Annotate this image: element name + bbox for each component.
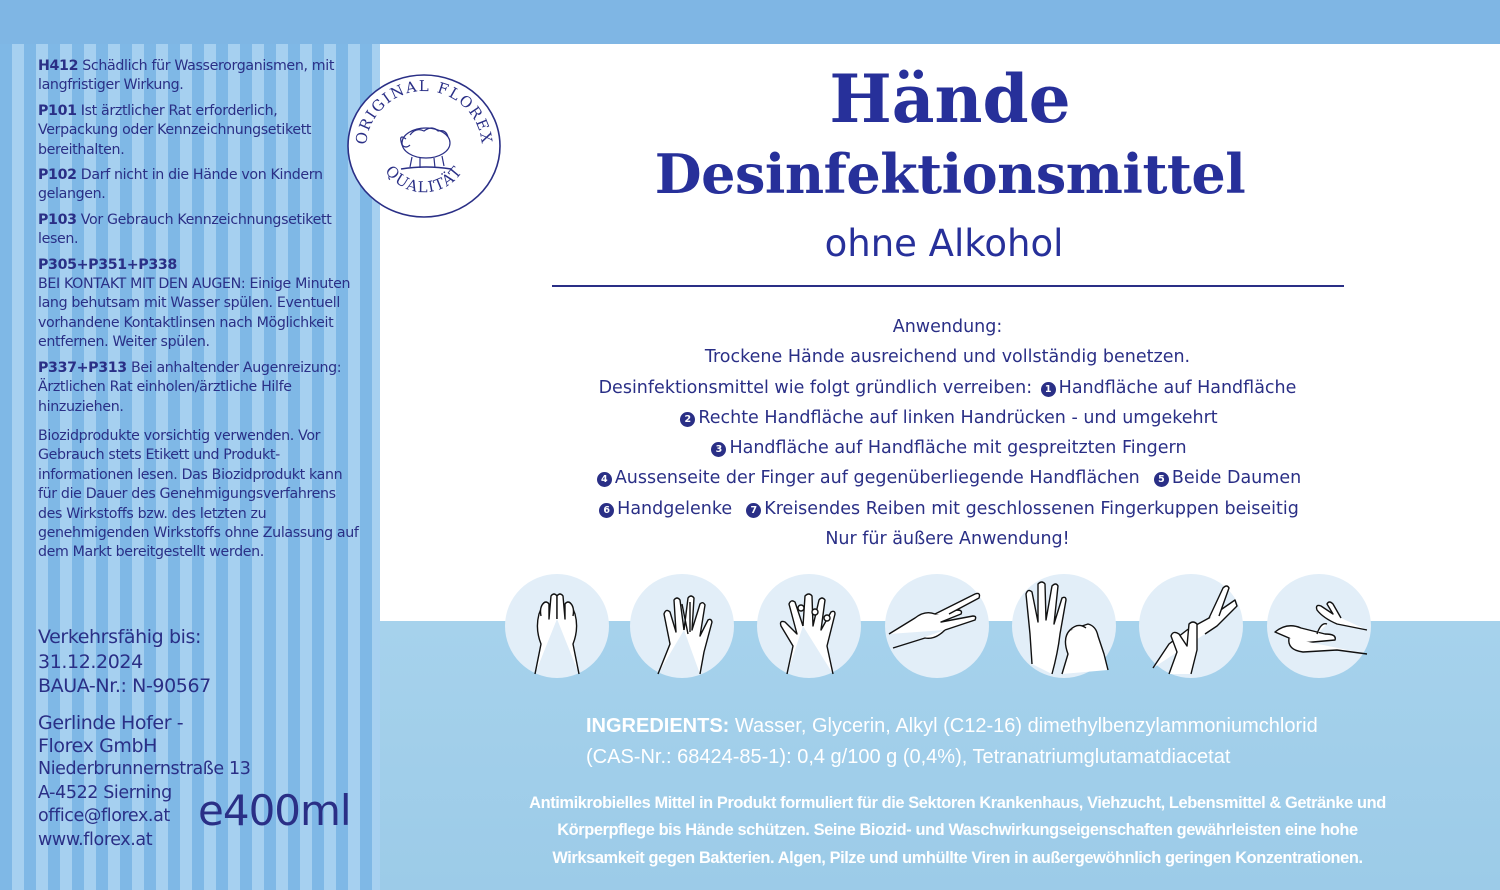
company-email: office@florex.at bbox=[38, 806, 170, 826]
validity-date: 31.12.2024 bbox=[38, 650, 143, 673]
palm-to-palm-icon bbox=[505, 574, 609, 678]
ingredients bbox=[586, 711, 1466, 773]
step-2-text: Rechte Handfläche auf linken Handrücken - und umgekehrt bbox=[698, 407, 1218, 428]
hazard-p337: P337+P313 Bei anhaltender Augenreizung: Ärztlichen Rat einholen/ärztliche Hilfe hinzuziehen. bbox=[38, 359, 342, 415]
antimicrobial-description bbox=[480, 790, 1435, 872]
step-6-text: Handgelenke bbox=[617, 498, 733, 519]
step-number-2: 2 bbox=[680, 412, 695, 427]
usage-line-6 bbox=[530, 463, 1365, 493]
hazard-p101: P101 Ist ärztlicher Rat erforderlich, Verpackung oder Kennzeichnungsetikett bereithalten. bbox=[38, 102, 312, 158]
estimated-sign-icon: e bbox=[198, 786, 223, 835]
usage-line-7 bbox=[530, 494, 1365, 524]
ingredients-label: INGREDIENTS: bbox=[586, 715, 730, 737]
product-title-line2: Desinfektionsmittel bbox=[654, 142, 1246, 206]
step-3-text: Handfläche auf Handfläche mit gespreitzten Fingern bbox=[729, 438, 1187, 459]
step-number-4: 4 bbox=[597, 472, 612, 487]
svg-text:ORIGINAL FLOREX: ORIGINAL FLOREX bbox=[351, 76, 496, 146]
company-name-1: Gerlinde Hofer - bbox=[38, 712, 184, 734]
validity-label: Verkehrsfähig bis: bbox=[38, 626, 201, 648]
ingredients-line1: Wasser, Glycerin, Alkyl (C12-16) dimethylbenzylammoniumchlorid bbox=[734, 715, 1318, 737]
product-subtitle: ohne Alkohol bbox=[824, 222, 1064, 265]
usage-line-4 bbox=[530, 403, 1365, 433]
company-city: A-4522 Sierning bbox=[38, 782, 172, 803]
svg-text:QUALITÄT: QUALITÄT bbox=[381, 161, 467, 197]
hand-wash-steps bbox=[505, 574, 1385, 684]
antimicrobial-line1: Antimikrobielles Mittel in Produkt formuliert für die Sektoren Krankenhaus, Viehzucht, Lebensmittel & Getränke und bbox=[529, 794, 1386, 812]
interlaced-fingers-icon bbox=[757, 574, 861, 678]
biozid-notice: Biozidprodukte vorsichtig verwenden. Vor Gebrauch stets Etikett und Produktinformationen lesen. Das Biozidprodukt kann für die Dauer des Genehmigungsverfahrens des Wirkstoffs bzw. des letzten zu genehmigenden Wirkstoffs ohne Zulassung auf dem Markt bereitgestellt werden. bbox=[38, 427, 359, 561]
step-number-3: 3 bbox=[711, 442, 726, 457]
usage-instructions bbox=[530, 312, 1365, 554]
step-number-5: 5 bbox=[1154, 472, 1169, 487]
wrist-rub-icon bbox=[1139, 574, 1243, 678]
step-7-text: Kreisendes Reiben mit geschlossenen Fingerkuppen beiseitig bbox=[764, 498, 1299, 519]
hazard-p102: P102 Darf nicht in die Hände von Kindern gelangen. bbox=[38, 167, 323, 203]
usage-line-3: Desinfektionsmittel wie folgt gründlich verreiben: 1 Handfläche auf Handfläche bbox=[598, 377, 1297, 398]
usage-line-5 bbox=[530, 433, 1365, 463]
step-4-text: Aussenseite der Finger auf gegenüberliegende Handflächen bbox=[614, 468, 1140, 489]
baua-number: BAUA-Nr.: N-90567 bbox=[38, 675, 211, 697]
step-number-7: 7 bbox=[746, 503, 761, 518]
title-divider bbox=[552, 285, 1344, 287]
volume-label bbox=[198, 786, 351, 835]
step-1-text: Handfläche auf Handfläche bbox=[1058, 377, 1297, 398]
usage-heading: Anwendung: bbox=[892, 317, 1003, 337]
hazard-p305: P305+P351+P338 BEI KONTAKT MIT DEN AUGEN: Einige Minuten lang behutsam mit Wasser spülen. Eventuell vorhandene Kontaktlinsen nach Möglichkeit entfernen. Weiter spülen. bbox=[38, 256, 351, 351]
thumb-rotation-icon bbox=[1012, 574, 1116, 678]
step-5-text: Beide Daumen bbox=[1171, 468, 1302, 489]
antimicrobial-line2: Körperpflege bis Hände schützen. Seine Biozid- und Waschwirkungseigenschaften gewährleisten eine hohe bbox=[557, 821, 1358, 840]
antimicrobial-line3: Wirksamkeit gegen Bakterien. Algen, Pilze und umhüllte Viren in außergewöhnlich geringen Konzentrationen. bbox=[552, 848, 1363, 867]
ingredients-line2: (CAS-Nr.: 68424-85-1): 0,4 g/100 g (0,4%), Tetranatriumglutamatdiacetat bbox=[586, 746, 1231, 768]
palm-over-back-icon bbox=[630, 574, 734, 678]
volume-amount: 400ml bbox=[222, 786, 351, 835]
top-band bbox=[0, 0, 1500, 44]
usage-intro: Trockene Hände ausreichend und vollständig benetzen. bbox=[704, 347, 1191, 368]
florex-seal-logo bbox=[346, 73, 502, 219]
company-web: www.florex.at bbox=[38, 829, 153, 850]
company-name-2: Florex GmbH bbox=[38, 735, 158, 757]
usage-footer: Nur für äußere Anwendung! bbox=[825, 529, 1070, 550]
validity-block bbox=[38, 625, 211, 699]
hazard-p103: P103 Vor Gebrauch Kennzeichnungsetikett lesen. bbox=[38, 211, 332, 248]
hazard-h412: H412 Schädlich für Wasserorganismen, mit langfristiger Wirkung. bbox=[38, 58, 335, 94]
product-title-line1: Hände bbox=[829, 60, 1071, 138]
company-street: Niederbrunnernstraße 13 bbox=[38, 759, 251, 779]
left-info-column bbox=[0, 44, 380, 890]
step-number-6: 6 bbox=[599, 503, 614, 518]
step-number-1: 1 bbox=[1041, 382, 1056, 397]
fingertips-circle-icon bbox=[1267, 574, 1371, 678]
fingers-backs-icon bbox=[885, 574, 989, 678]
